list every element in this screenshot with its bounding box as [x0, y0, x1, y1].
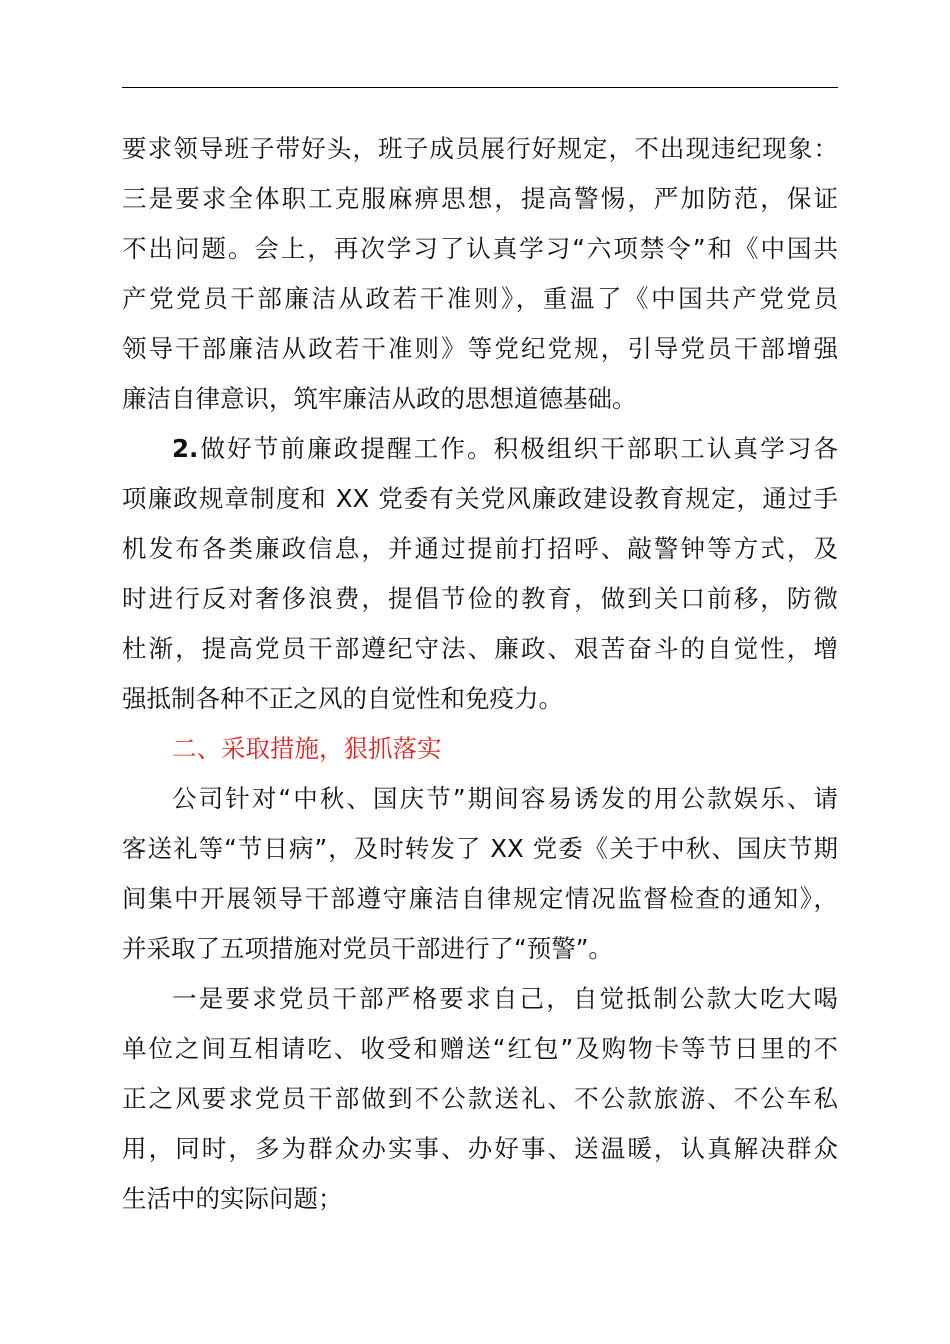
paragraph-1: [122, 124, 838, 424]
paragraph-line: 并采取了五项措施对党员干部进行了“预警”。: [122, 934, 613, 963]
paragraph-line: 生活中的实际问题；: [122, 1184, 343, 1213]
paragraph-3: [122, 774, 838, 974]
paragraph-line: 强抵制各种不正之风的自觉性和免疫力。: [122, 684, 563, 713]
paragraph-line: 一是要求党员干部严格要求自己，自觉抵制公款大吃大喝: [172, 984, 838, 1013]
paragraph-line: 单位之间互相请吃、收受和赠送“红包”及购物卡等节日里的不: [122, 1034, 838, 1063]
paragraph-4: [122, 974, 838, 1224]
paragraph-line: 项廉政规章制度和 XX 党委有关党风廉政建设教育规定，通过手: [122, 484, 838, 513]
paragraph-line: 不出问题。会上，再次学习了认真学习“六项禁令”和《中国共: [122, 234, 838, 263]
paragraph-line: 间集中开展领导干部遵守廉洁自律规定情况监督检查的通知》，: [122, 884, 838, 913]
paragraph-2: [122, 424, 838, 724]
paragraph-line: 用，同时，多为群众办实事、办好事、送温暖，认真解决群众: [122, 1134, 838, 1163]
paragraph-line: 客送礼等“节日病”，及时转发了 XX 党委《关于中秋、国庆节期: [122, 834, 838, 863]
paragraph-line: 要求领导班子带好头，班子成员展行好规定，不出现违纪现象：: [122, 134, 838, 163]
item-number: 2.: [172, 434, 199, 463]
section-heading: [122, 724, 838, 774]
paragraph-line: 公司针对“中秋、国庆节”期间容易诱发的用公款娱乐、请: [172, 784, 838, 813]
document-body: [122, 124, 838, 1224]
paragraph-line: 三是要求全体职工克服麻痹思想，提高警惕，严加防范，保证: [122, 184, 838, 213]
section-heading-text: 二、采取措施，狠抓落实: [172, 734, 442, 763]
paragraph-line: 杜渐，提高党员干部遵纪守法、廉政、艰苦奋斗的自觉性，增: [122, 634, 838, 663]
paragraph-line-text: 做好节前廉政提醒工作。积极组织干部职工认真学习各: [198, 434, 838, 463]
header-rule: [122, 87, 838, 88]
paragraph-line: 时进行反对奢侈浪费，提倡节俭的教育，做到关口前移，防微: [122, 584, 838, 613]
paragraph-first-line: [122, 424, 838, 474]
paragraph-line: 廉洁自律意识，筑牢廉洁从政的思想道德基础。: [122, 384, 637, 413]
paragraph-line: 产党党员干部廉洁从政若干准则》，重温了《中国共产党党员: [122, 284, 838, 313]
paragraph-line: 机发布各类廉政信息，并通过提前打招呼、敲警钟等方式，及: [122, 534, 838, 563]
paragraph-line: 领导干部廉洁从政若干准则》等党纪党规，引导党员干部增强: [122, 334, 838, 363]
paragraph-line: 正之风要求党员干部做到不公款送礼、不公款旅游、不公车私: [122, 1084, 838, 1113]
